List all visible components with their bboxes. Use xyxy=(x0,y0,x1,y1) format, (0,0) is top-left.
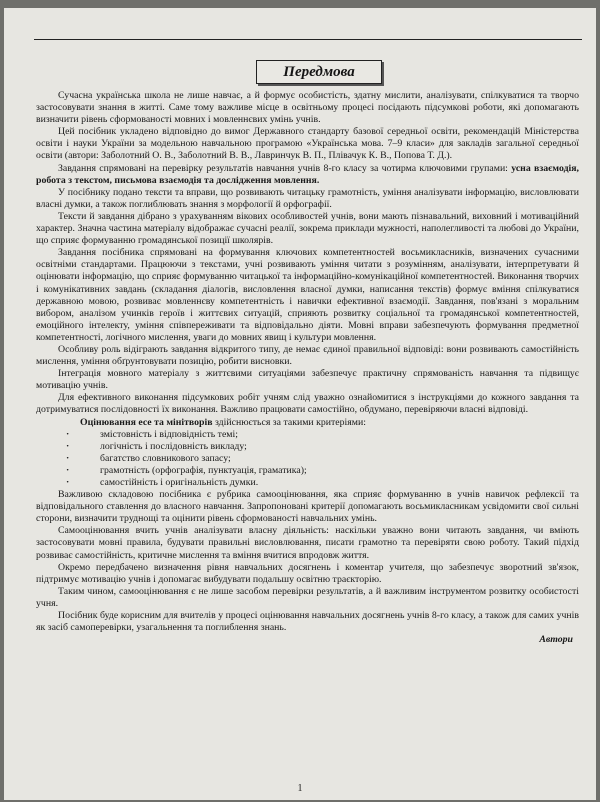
list-item: · логічність і послідовність викладу; xyxy=(66,441,579,453)
paragraph-6: Особливу роль відіграють завдання відкритого типу, де немає єдиної правильної відповіді: вони розвивають самостійність мислення, уміння обґрунтовувати позицію, робити висновки. xyxy=(36,343,579,368)
paragraph-7: Інтеграція мовного матеріалу з життєвими ситуаціями забезпечує практичну спрямованість навчання та підвищує мотивацію учнів. xyxy=(36,368,579,392)
paragraph-4: Тексти й завдання дібрано з урахуванням вікових особливостей учнів, вони мають пізнавальний, виховний і мотиваційний характер. Значна частина матеріалу відображає сучасні реалії, зокрема приклади мужності, наполегливості та любові до України, що сприяє формуванню громадянської позиції школярів. xyxy=(36,210,579,247)
paragraph-3: У посібнику подано тексти та вправи, що розвивають читацьку грамотність, уміння аналізувати інформацію, висловлювати власні думки, а також поглиблювать знання з морфології й орфографії. xyxy=(36,186,579,210)
criteria-title: Оцінювання есе та мінітворів xyxy=(80,416,213,428)
list-item: · самостійність і оригінальність думки. xyxy=(66,477,579,489)
list-item: · змістовність і відповідність темі; xyxy=(66,429,579,441)
tasks-groups: усна взаємодія, робота з текстом, письмова взаємодія та дослідження мовлення. xyxy=(36,162,579,186)
paragraph-12: Таким чином, самооцінювання є не лише засобом перевірки результатів, а й важливим інструментом розвитку особистості учня. xyxy=(36,585,579,609)
paragraph-13: Посібник буде корисним для вчителів у процесі оцінювання навчальних досягнень учнів 8-го класу, а також для самих учнів як засіб самоперевірки, узагальнення та поглиблення знань. xyxy=(36,610,579,634)
page-title: Передмова xyxy=(283,64,355,80)
criteria-heading xyxy=(36,417,579,429)
criteria-intro: здійснюється за такими критеріями: xyxy=(212,416,366,428)
criteria-list xyxy=(36,429,579,489)
header-rule xyxy=(34,39,582,40)
paragraph-10: Самооцінювання вчить учнів аналізувати власну діяльність: наскільки уважно вони читають завдання, чи вміють застосовувати мовні правила, будувати правильні висловлювання, писати грамотно та перевіряти свою роботу. Такий підхід розвиває самостійність, критичне мислення та вміння вчитися впродовж життя. xyxy=(36,525,579,561)
signature: Автори xyxy=(539,634,573,646)
list-item: · багатство словникового запасу; xyxy=(66,453,579,465)
page-number: 1 xyxy=(297,783,303,794)
tasks-text: Завдання спрямовані на перевірку результатів навчання учнів 8-го класу за чотирма ключовими групами: xyxy=(58,162,512,174)
paragraph-11: Окремо передбачено визначення рівня навчальних досягнень і коментар учителя, що забезпечує зворотний зв'язок, підтримує мотивацію учнів і допомагає вибудувати подальшу освітню траєкторію. xyxy=(36,561,579,585)
paragraph-2: Цей посібник укладено відповідно до вимог Державного стандарту базової середньої освіти, рекомендацій Міністерства освіти і науки України за модельною навчальною програмою «Українська мова. 7–9 класи» для закладів загальної середньої освіти (автори: Заболотний О. В., Заболотний В. В., Лавринчук В. П., Плівачук К. В., Попова Т. Д.). xyxy=(36,126,579,162)
document-page xyxy=(4,8,596,800)
paragraph-9: Важливою складовою посібника є рубрика самооцінювання, яка сприяє формуванню в учнів навичок рефлексії та відповідального ставлення до власного навчання. Запропоновані критерії допомагають восьмикласникам усвідомити свої сильні сторони, визначити труднощі та оцінити рівень сформованості навчальних умінь. xyxy=(36,489,579,525)
paragraph-5: Завдання посібника спрямовані на формування ключових компетентностей восьмикласників, визначених сучасними освітніми стандартами. Працюючи з текстами, учні розвивають уміння читати з розумінням, аналізувати, інтерпретувати й оцінювати інформацію, що сприяє формуванню читацької та інформаційно-комунікаційної компетентностей. Виконання творчих і комунікативних завдань (складання діалогів, висловлення власної думки, написання текстів) формує вміння спілкуватися державною мовою, розвиває мовленнєву компетентність і навички ефективної взаємодії. Завдання, пов'язані з моральним вибором, аналізом учинків героїв і життєвих ситуацій, сприяють розвитку соціальної та громадянської компетентностей, емоційного інтелекту, уміння співпереживати та відповідально діяти. Мовні вправи забезпечують формування предметної компетентності, логічного мислення, уваги до мовних явищ і культури мовлення. xyxy=(36,247,579,343)
paragraph-tasks xyxy=(36,163,579,187)
title-box xyxy=(256,60,382,84)
paragraph-1: Сучасна українська школа не лише навчає, а й формує особистість, здатну мислити, аналізувати, спілкуватися та творчо застосовувати знання в житті. Саме тому важливе місце в освітньому процесі посідають підсумкові роботи, які допомагають визначити рівень сформованості мовних і мовленнєвих умінь учнів. xyxy=(36,90,579,126)
paragraph-8: Для ефективного виконання підсумкових робіт учням слід уважно ознайомитися з інструкціями до кожного завдання та дотримуватися послідовності їх виконання. Важливо працювати самостійно, обдумано, перевіряючи власні відповіді. xyxy=(36,392,579,416)
list-item: · грамотність (орфографія, пунктуація, граматика); xyxy=(66,465,579,477)
body-text xyxy=(36,90,579,646)
